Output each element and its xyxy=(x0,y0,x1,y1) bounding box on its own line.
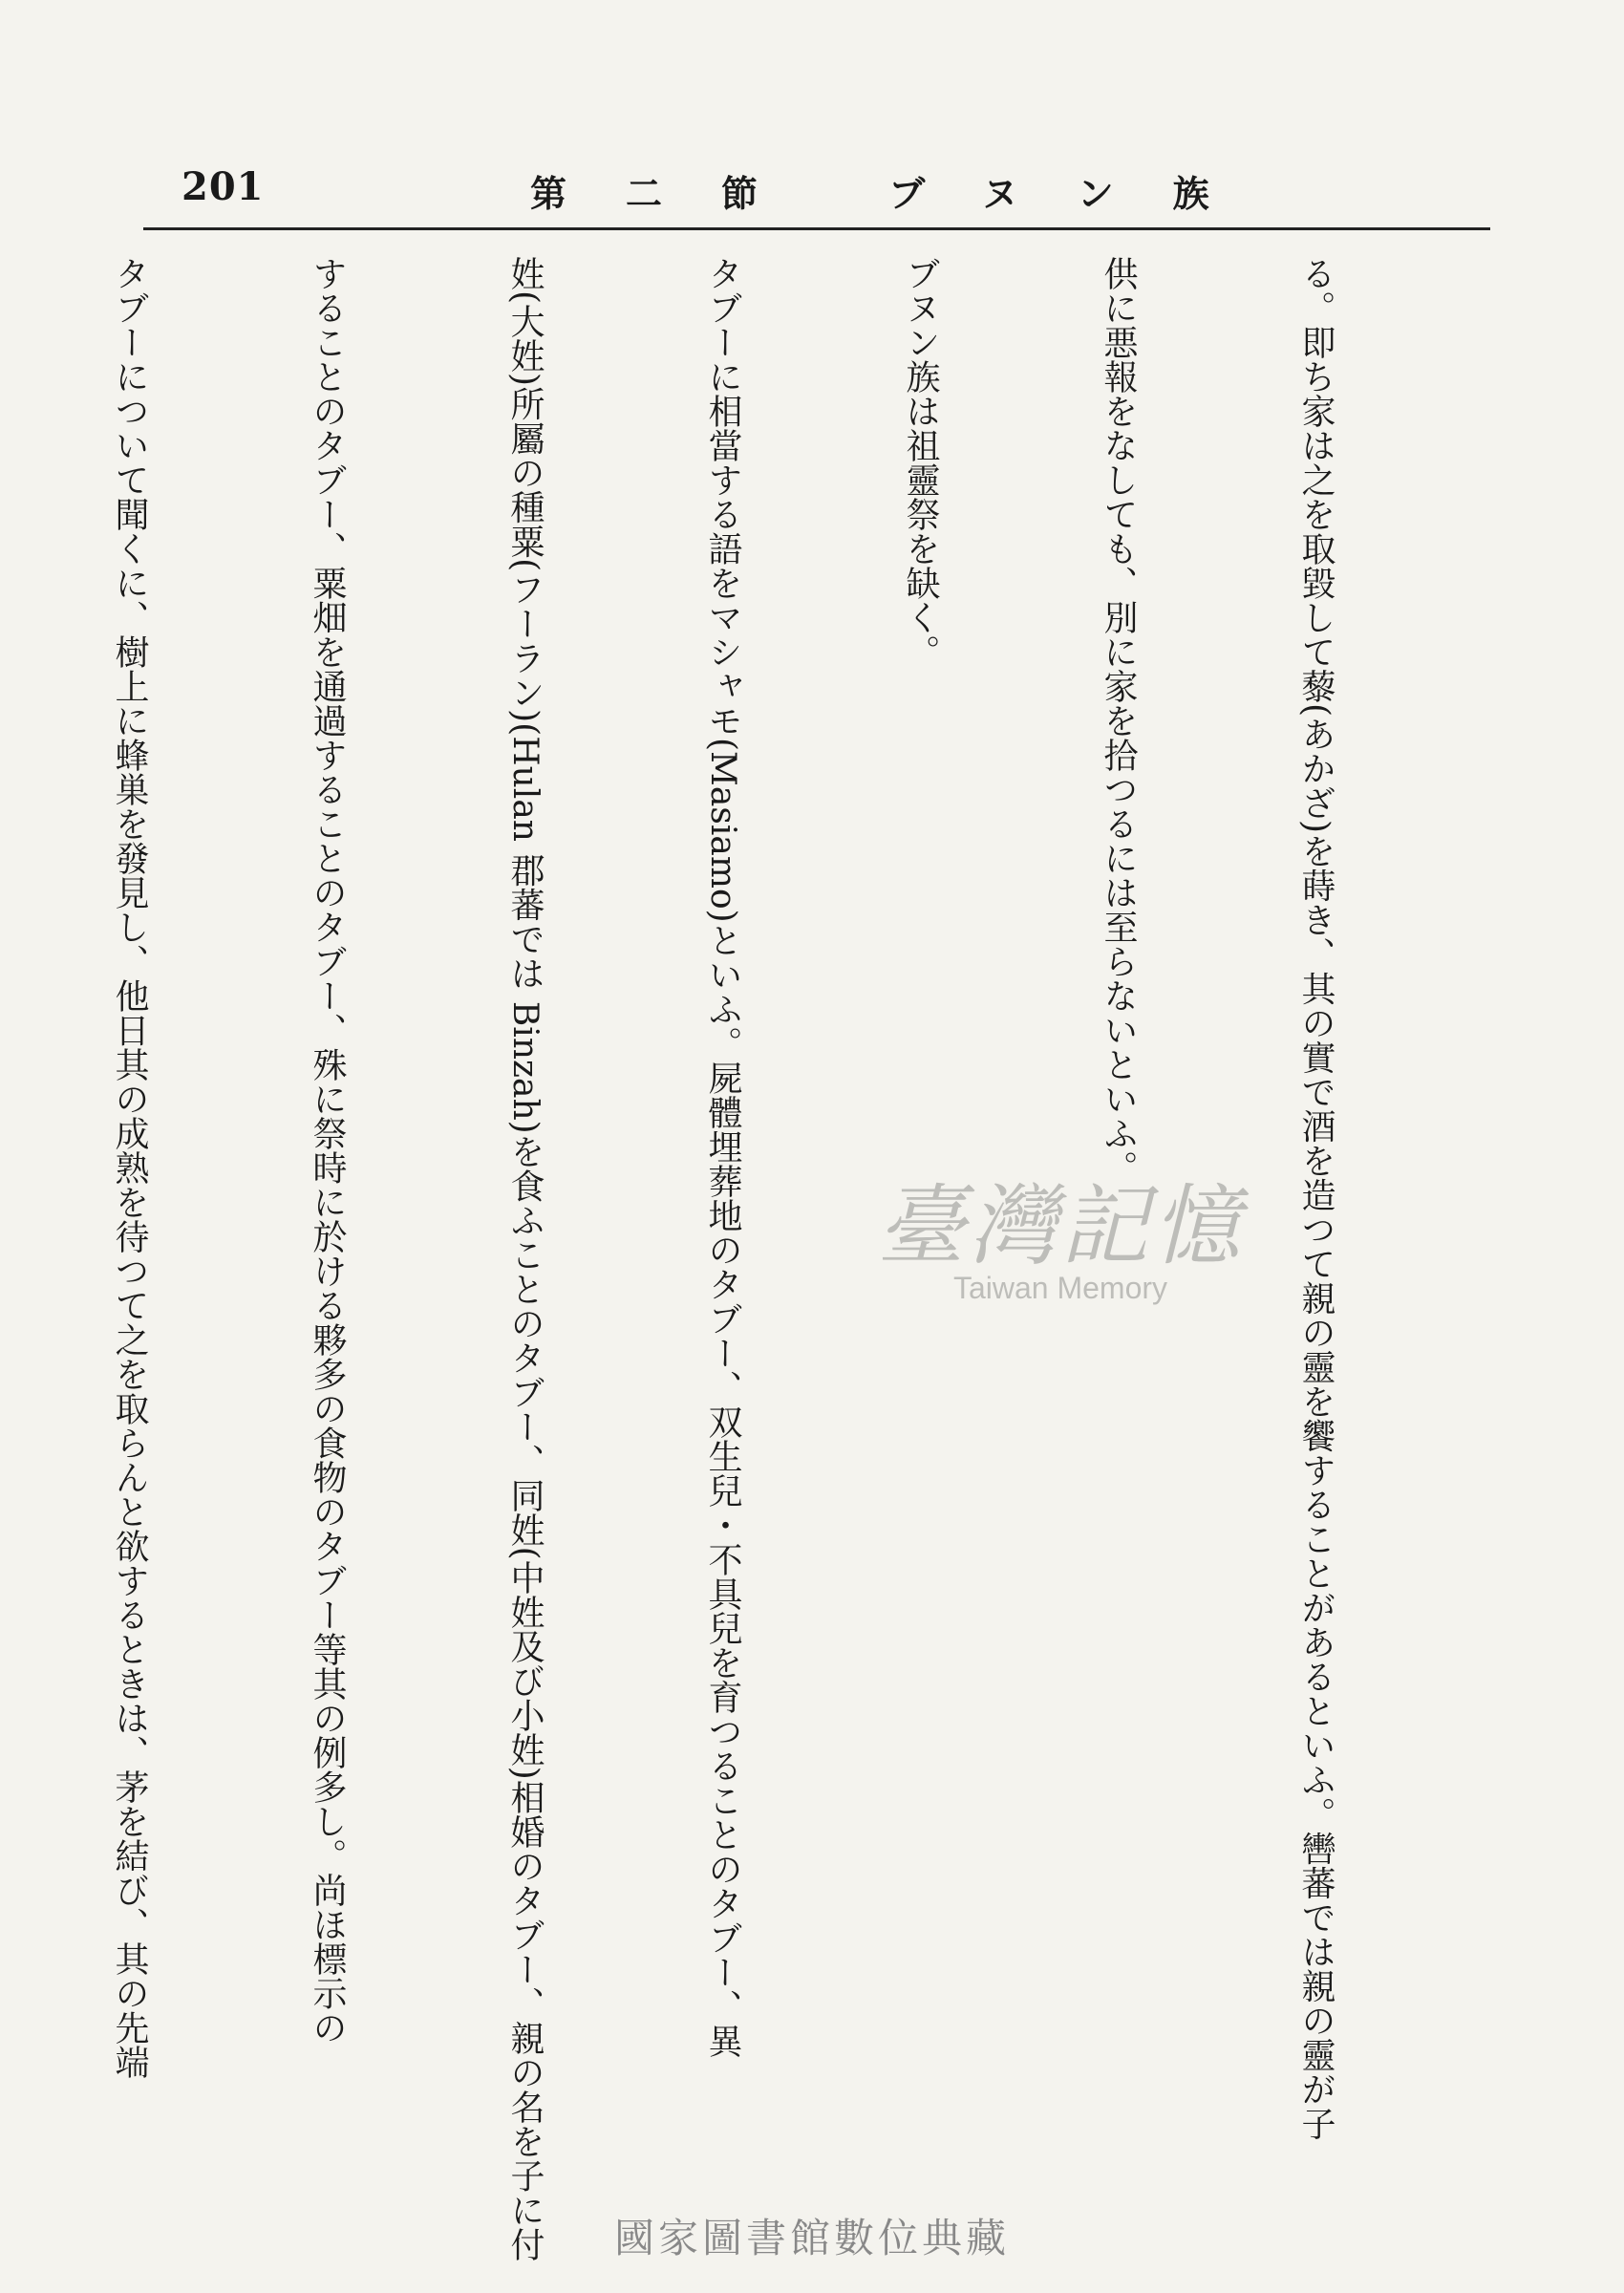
text-line: ブヌン族は祖靈祭を缺く。 xyxy=(901,256,940,669)
text-line: タブーに相當する語をマシャモ(Masiamo)といふ。屍體埋葬地のタブー、双生兒・不具兒を育つることのタブー、異 xyxy=(703,256,742,2058)
text-line: することのタブー、粟畑を通過することのタブー、殊に祭時に於ける夥多の食物のタブー等其の例多し。尚ほ標示の xyxy=(308,256,347,2045)
page-number: 201 xyxy=(182,164,265,209)
library-footer-mark: 國家圖書館數位典藏 xyxy=(613,2215,1010,2261)
text-line: る。即ち家は之を取毀して藜(あかざ)を蒔き、其の實で酒を造つて親の靈を饗することがあるといふ。轡蕃では親の靈が子 xyxy=(1296,256,1336,2141)
text-line: タブーについて聞くに、樹上に蜂巣を發見し、他日其の成熟を待つて之を取らんと欲するときは、茅を結び、其の先端 xyxy=(110,256,149,2079)
watermark-cjk: 臺灣記憶 xyxy=(876,1175,1244,1277)
header-rule xyxy=(143,227,1490,230)
running-title: 第二節 ブヌン族 xyxy=(530,172,1269,215)
taiwan-memory-watermark xyxy=(822,1156,1299,1305)
watermark-en: Taiwan Memory xyxy=(952,1271,1168,1305)
text-line: 供に悪報をなしても、別に家を拾つるには至らないといふ。 xyxy=(1099,256,1138,1185)
text-line: 姓(大姓)所屬の種粟(フーラン)(Hulan 郡蕃では Binzah)を食ふことのタブー、同姓(中姓及び小姓)相婚のタブー、親の名を子に付 xyxy=(505,256,545,2261)
